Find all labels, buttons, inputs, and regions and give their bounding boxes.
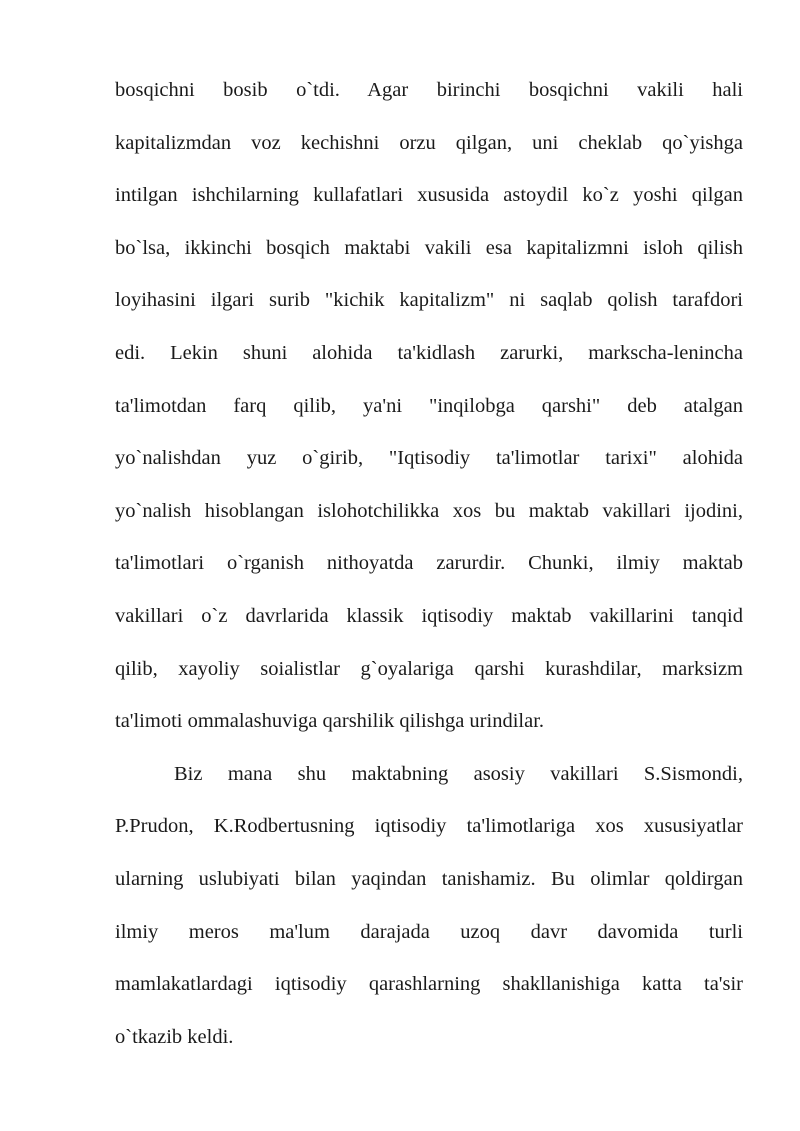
text-line: ta'limotdan farq qilib, ya'ni "inqilobga qarshi" deb atalgan <box>115 394 743 417</box>
text-line: Biz mana shu maktabning asosiy vakillari S.Sismondi, <box>174 762 743 785</box>
text-line: intilgan ishchilarning kullafatlari xususida astoydil ko`z yoshi qilgan <box>115 184 743 207</box>
paragraph-1 <box>115 68 743 752</box>
text-line: yo`nalishdan yuz o`girib, "Iqtisodiy ta'limotlar tarixi" alohida <box>115 447 743 470</box>
text-line: mamlakatlardagi iqtisodiy qarashlarning shakllanishiga katta ta'sir <box>115 973 743 996</box>
text-line: ta'limoti ommalashuviga qarshilik qilishga urindilar. <box>115 710 545 733</box>
text-line: o`tkazib keldi. <box>115 1025 234 1048</box>
text-line: P.Prudon, K.Rodbertusning iqtisodiy ta'limotlariga xos xususiyatlar <box>115 815 743 838</box>
paragraph-2 <box>115 752 743 1068</box>
text-line: qilib, xayoliy soialistlar g`oyalariga qarshi kurashdilar, marksizm <box>115 657 743 680</box>
text-line: ularning uslubiyati bilan yaqindan tanishamiz. Bu olimlar qoldirgan <box>115 867 743 890</box>
text-line: yo`nalish hisoblangan islohotchilikka xos bu maktab vakillari ijodini, <box>115 499 743 522</box>
text-line: edi. Lekin shuni alohida ta'kidlash zarurki, markscha-lenincha <box>115 341 743 364</box>
text-line: ilmiy meros ma'lum darajada uzoq davr davomida turli <box>115 920 743 943</box>
text-line: loyihasini ilgari surib "kichik kapitalizm" ni saqlab qolish tarafdori <box>115 289 743 312</box>
text-line: bo`lsa, ikkinchi bosqich maktabi vakili esa kapitalizmni isloh qilish <box>115 236 743 259</box>
text-line: bosqichni bosib o`tdi. Agar birinchi bosqichni vakili hali <box>115 79 743 101</box>
text-line: vakillari o`z davrlarida klassik iqtisodiy maktab vakillarini tanqid <box>115 604 743 627</box>
document-page <box>115 68 743 1067</box>
text-line: ta'limotlari o`rganish nithoyatda zarurdir. Chunki, ilmiy maktab <box>115 552 743 575</box>
text-line: kapitalizmdan voz kechishni orzu qilgan, uni cheklab qo`yishga <box>115 131 743 154</box>
